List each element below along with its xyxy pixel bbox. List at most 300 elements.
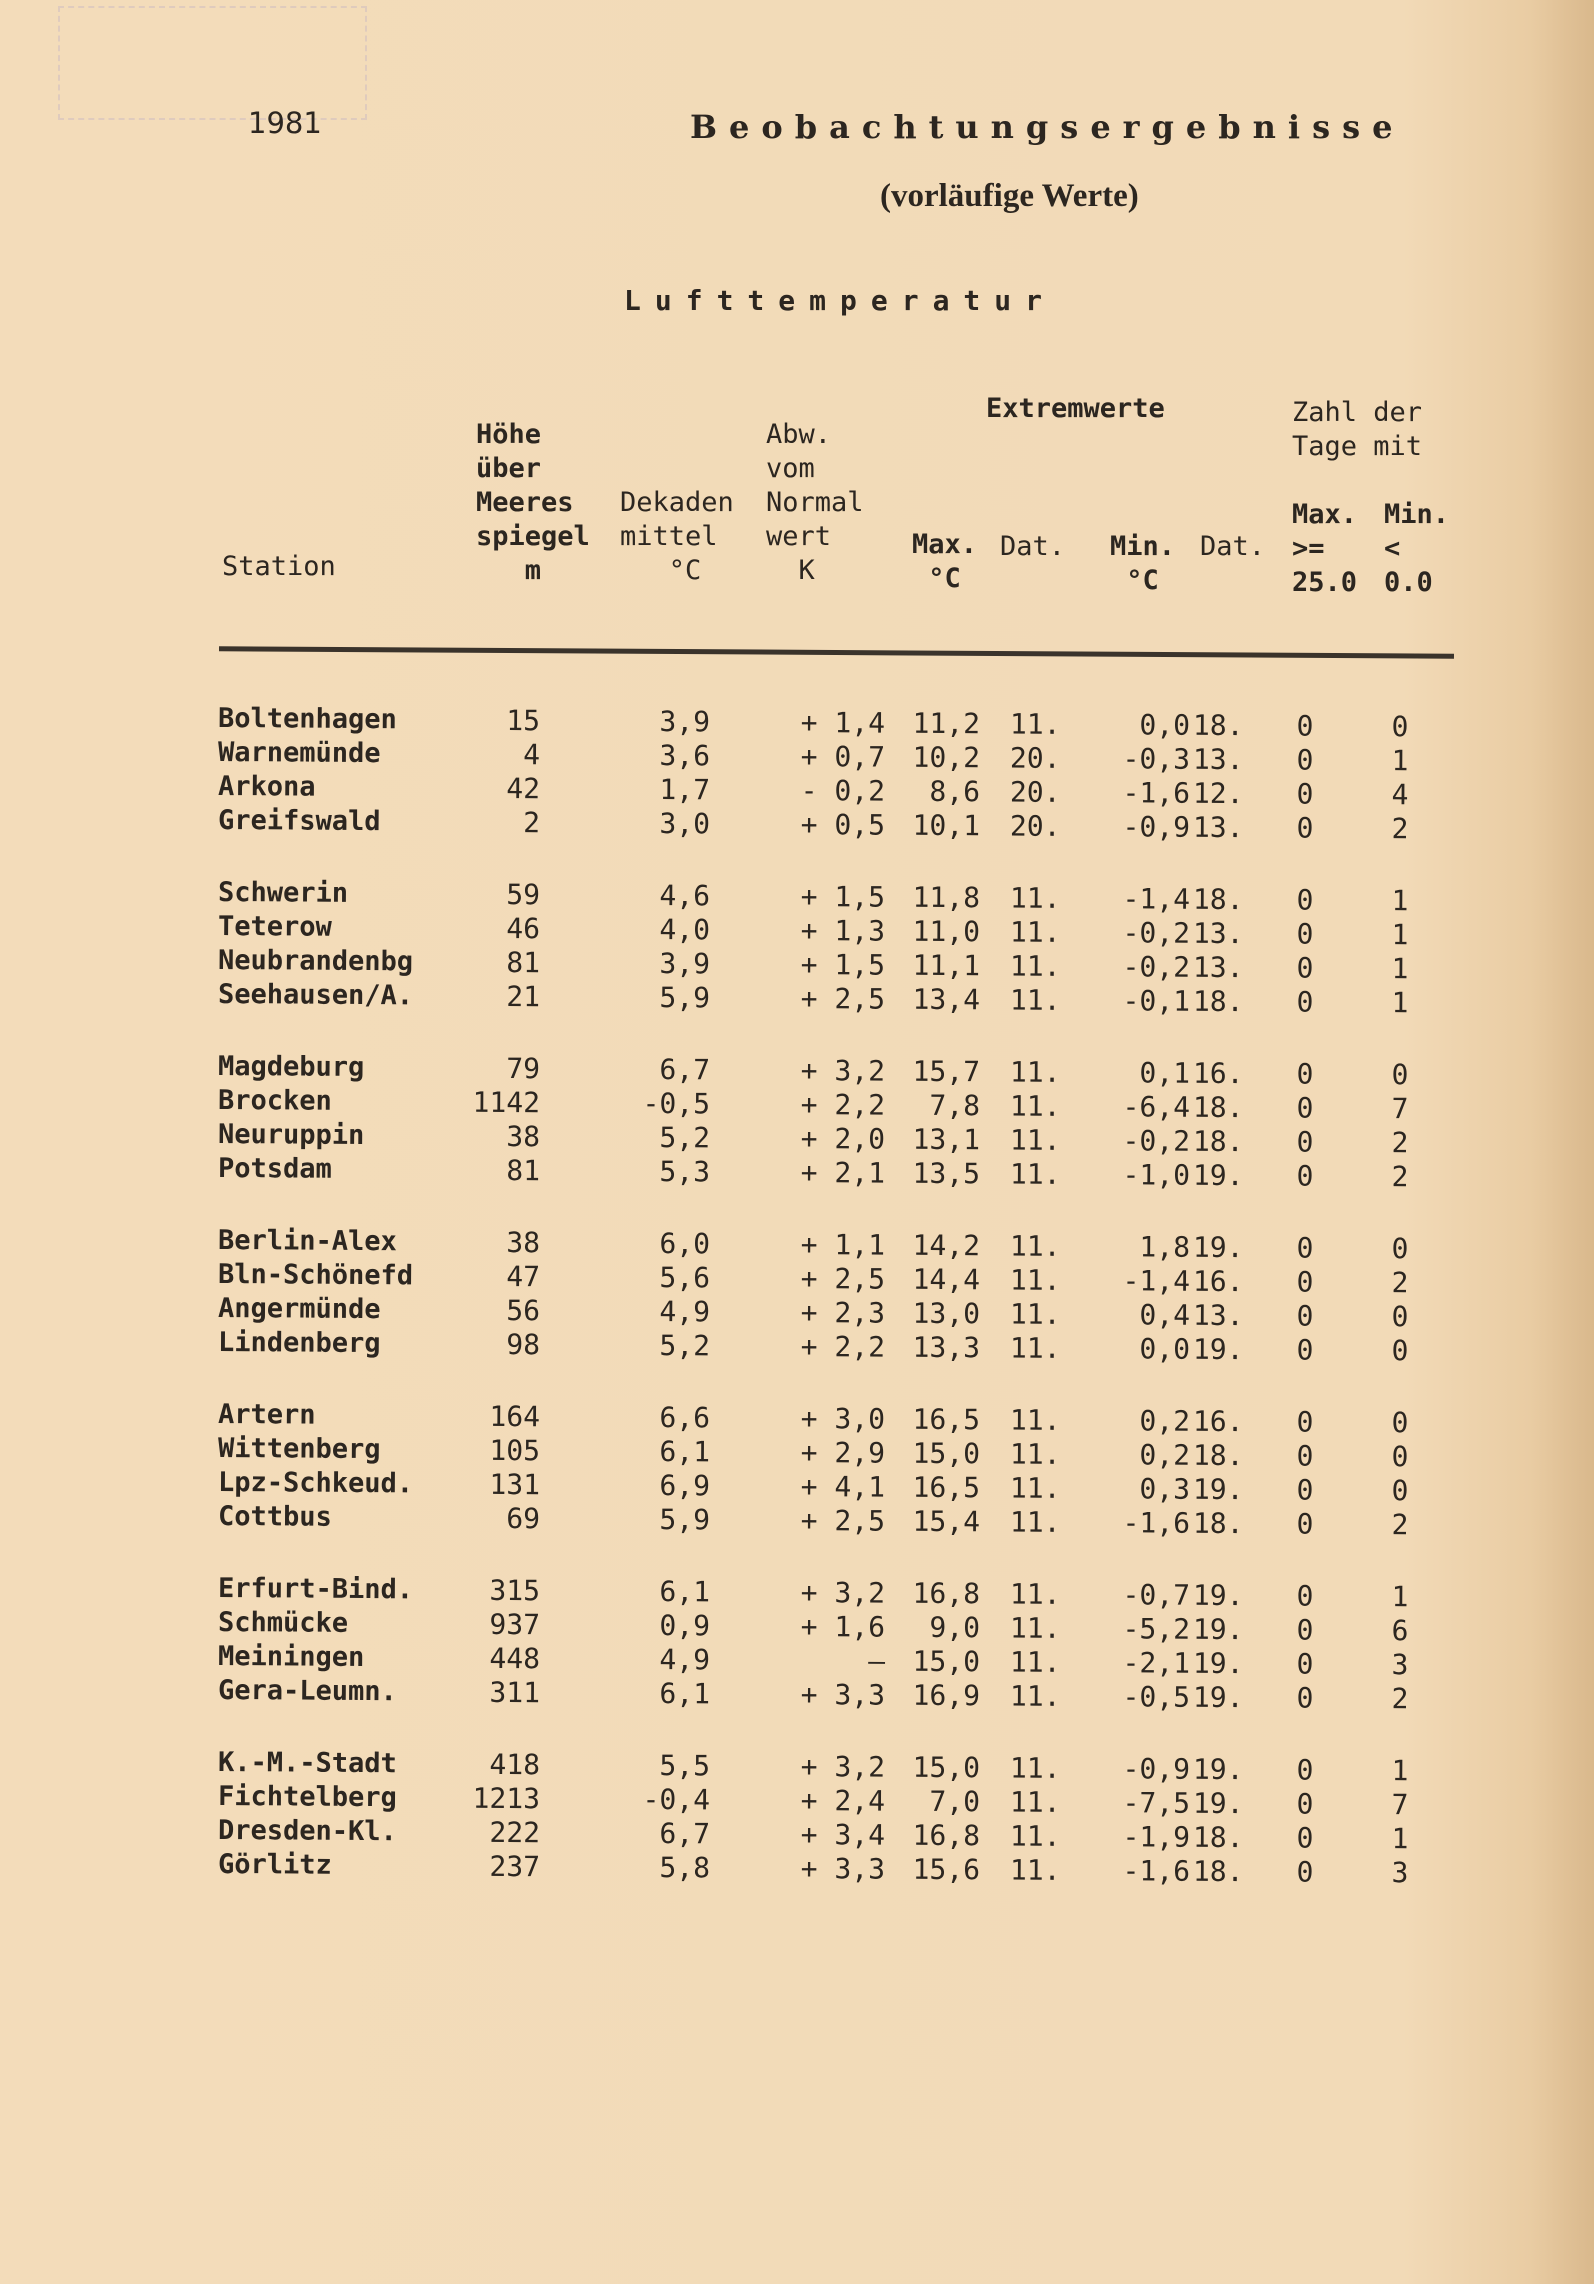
days-max-count: 0	[1296, 1405, 1314, 1439]
max-date: 11.	[1009, 881, 1061, 915]
days-max-count: 0	[1296, 1507, 1314, 1541]
max-temp: 13,4	[912, 982, 981, 1017]
decade-mean: -0,4	[642, 1782, 711, 1817]
max-temp: 16,8	[912, 1818, 981, 1853]
max-date: 11.	[1009, 983, 1061, 1017]
decade-mean: 5,8	[659, 1851, 711, 1885]
station-name: Schmücke	[217, 1606, 349, 1639]
days-max-count: 0	[1296, 1091, 1314, 1125]
min-temp: -1,9	[1122, 1820, 1191, 1854]
max-date: 11.	[1009, 1853, 1061, 1887]
max-date: 11.	[1009, 1751, 1061, 1785]
min-temp: -0,5	[1122, 1680, 1191, 1714]
days-max-count: 0	[1296, 743, 1314, 777]
max-temp: 11,8	[912, 880, 981, 915]
max-temp: 15,0	[912, 1436, 981, 1471]
header-rule	[219, 646, 1454, 659]
min-temp: 0,3	[1139, 1472, 1191, 1506]
height-value: 222	[489, 1815, 541, 1850]
days-max-count: 0	[1296, 1647, 1314, 1681]
min-temp: -1,6	[1122, 1506, 1191, 1540]
station-name: Görlitz	[217, 1848, 332, 1881]
max-date: 11.	[1009, 1331, 1061, 1365]
max-date: 11.	[1009, 1679, 1061, 1713]
max-date: 11.	[1009, 1645, 1061, 1679]
days-max-count: 0	[1296, 1159, 1314, 1193]
decade-mean: 4,9	[659, 1643, 711, 1677]
max-temp: 8,6	[929, 774, 981, 809]
days-max-count: 0	[1296, 1231, 1314, 1265]
days-max-count: 0	[1296, 1821, 1314, 1855]
min-date: 19.	[1192, 1612, 1244, 1647]
max-temp: 16,5	[912, 1470, 981, 1505]
max-temp: 13,1	[912, 1122, 981, 1157]
max-date: 11.	[1009, 1505, 1061, 1539]
min-date: 13.	[1192, 950, 1244, 985]
deviation-value: + 2,5	[800, 982, 886, 1016]
days-max-count: 0	[1296, 1473, 1314, 1507]
station-group	[0, 702, 1594, 880]
station-group	[0, 1572, 1594, 1750]
min-temp: 0,0	[1139, 708, 1191, 742]
decade-mean: 5,5	[659, 1749, 711, 1783]
section-title: Lufttemperatur	[624, 284, 1057, 317]
max-temp: 13,0	[912, 1296, 981, 1331]
max-date: 11.	[1009, 949, 1061, 983]
min-date: 16.	[1192, 1264, 1244, 1299]
max-date: 11.	[1009, 1229, 1061, 1263]
min-temp: 0,2	[1139, 1404, 1191, 1438]
max-date: 11.	[1009, 915, 1061, 949]
decade-mean: 3,6	[659, 739, 711, 773]
min-temp: -1,4	[1122, 882, 1191, 916]
max-temp: 11,0	[912, 914, 981, 949]
min-temp: -7,5	[1122, 1786, 1191, 1820]
station-name: Schwerin	[217, 876, 349, 909]
header-dat-min: Dat.	[1200, 531, 1266, 562]
station-group	[0, 1398, 1594, 1576]
deviation-value: + 2,5	[800, 1504, 886, 1538]
max-temp: 14,4	[912, 1262, 981, 1297]
min-date: 18.	[1192, 1506, 1244, 1541]
min-date: 18.	[1192, 1124, 1244, 1159]
height-value: 131	[489, 1467, 541, 1502]
station-name: Angermünde	[217, 1292, 381, 1326]
deviation-value: + 2,3	[800, 1296, 886, 1330]
deviation-value: + 1,6	[800, 1610, 886, 1644]
deviation-value: + 2,0	[800, 1122, 886, 1156]
days-max-count: 0	[1296, 951, 1314, 985]
decade-mean: 6,7	[659, 1817, 711, 1851]
min-date: 18.	[1192, 1438, 1244, 1473]
deviation-value: + 2,9	[800, 1436, 886, 1470]
station-name: K.-M.-Stadt	[217, 1746, 397, 1780]
height-value: 79	[506, 1051, 541, 1086]
decade-mean: 5,2	[659, 1121, 711, 1155]
deviation-value: + 2,1	[800, 1156, 886, 1190]
height-value: 15	[506, 703, 541, 738]
header-station: Station	[222, 551, 336, 582]
min-temp: -0,9	[1122, 810, 1191, 844]
decade-mean: 5,9	[659, 1503, 711, 1537]
station-name: Lpz-Schkeud.	[217, 1466, 414, 1500]
station-name: Boltenhagen	[217, 702, 397, 736]
decade-mean: 6,1	[659, 1435, 711, 1469]
max-date: 11.	[1009, 1055, 1061, 1089]
max-date: 11.	[1009, 1403, 1061, 1437]
days-min-count: 1	[1391, 1580, 1409, 1614]
days-min-count: 0	[1391, 1440, 1409, 1474]
max-date: 11.	[1009, 1437, 1061, 1471]
decade-mean: 6,6	[659, 1401, 711, 1435]
decade-mean: 1,7	[659, 773, 711, 807]
height-value: 81	[506, 945, 541, 980]
min-temp: -1,6	[1122, 1854, 1191, 1888]
days-min-count: 0	[1391, 1406, 1409, 1440]
days-max-count: 0	[1296, 1579, 1314, 1613]
station-name: Wittenberg	[217, 1432, 381, 1466]
days-max-count: 0	[1296, 1439, 1314, 1473]
min-temp: -0,2	[1122, 950, 1191, 984]
min-temp: -6,4	[1122, 1090, 1191, 1124]
station-name: Berlin-Alex	[217, 1224, 397, 1258]
deviation-value: + 2,4	[800, 1784, 886, 1818]
min-date: 19.	[1192, 1786, 1244, 1821]
station-name: Magdeburg	[217, 1050, 365, 1083]
station-group	[0, 876, 1594, 1054]
days-min-count: 7	[1391, 1788, 1409, 1822]
min-date: 13.	[1192, 742, 1244, 777]
header-zahl-der-tage: Zahl der Tage mit	[1292, 397, 1423, 462]
station-name: Fichtelberg	[217, 1780, 397, 1814]
days-max-count: 0	[1296, 1125, 1314, 1159]
height-value: 38	[506, 1225, 541, 1260]
days-min-count: 3	[1391, 1856, 1409, 1890]
deviation-value: + 2,2	[800, 1330, 886, 1364]
days-min-count: 1	[1391, 1754, 1409, 1788]
station-name: Neubrandenbg	[217, 944, 414, 978]
min-date: 19.	[1192, 1578, 1244, 1613]
header-abw: Abw. vom Normal wert K	[766, 419, 864, 586]
min-temp: 0,1	[1139, 1056, 1191, 1090]
days-min-count: 0	[1391, 710, 1409, 744]
days-max-count: 0	[1296, 1787, 1314, 1821]
min-temp: -2,1	[1122, 1646, 1191, 1680]
height-value: 47	[506, 1259, 541, 1294]
height-value: 21	[506, 979, 541, 1014]
min-temp: -0,9	[1122, 1752, 1191, 1786]
station-name: Greifswald	[217, 804, 381, 838]
min-temp: -1,6	[1122, 776, 1191, 810]
min-temp: -1,4	[1122, 1264, 1191, 1298]
days-min-count: 2	[1391, 812, 1409, 846]
height-value: 315	[489, 1573, 541, 1608]
max-date: 11.	[1009, 1157, 1061, 1191]
days-min-count: 2	[1391, 1508, 1409, 1542]
page-subtitle: (vorläufige Werte)	[880, 178, 1139, 214]
days-max-count: 0	[1296, 1265, 1314, 1299]
decade-mean: 4,9	[659, 1295, 711, 1329]
days-min-count: 0	[1391, 1058, 1409, 1092]
days-max-count: 0	[1296, 1855, 1314, 1889]
page-title: Beobachtungsergebnisse	[690, 108, 1405, 146]
deviation-value: + 3,3	[800, 1678, 886, 1712]
height-value: 98	[506, 1327, 541, 1362]
decade-mean: 5,3	[659, 1155, 711, 1189]
station-group	[0, 1050, 1594, 1228]
header-hoehe: Höhe über Meeres spiegel m	[476, 419, 590, 586]
station-name: Brocken	[217, 1084, 332, 1117]
height-value: 59	[506, 877, 541, 912]
days-min-count: 0	[1391, 1334, 1409, 1368]
days-max-count: 0	[1296, 1681, 1314, 1715]
deviation-value: —	[868, 1644, 886, 1678]
days-min-count: 4	[1391, 778, 1409, 812]
min-temp: -0,7	[1122, 1578, 1191, 1612]
max-temp: 7,8	[929, 1088, 981, 1123]
height-value: 4	[523, 738, 541, 772]
max-temp: 10,2	[912, 740, 981, 775]
decade-mean: 3,0	[659, 807, 711, 841]
min-date: 18.	[1192, 984, 1244, 1019]
max-date: 20.	[1009, 741, 1061, 775]
max-temp: 11,2	[912, 706, 981, 741]
deviation-value: + 3,2	[800, 1750, 886, 1784]
days-min-count: 6	[1391, 1614, 1409, 1648]
max-date: 11.	[1009, 1611, 1061, 1645]
height-value: 937	[489, 1607, 541, 1642]
max-date: 20.	[1009, 809, 1061, 843]
max-date: 11.	[1009, 1123, 1061, 1157]
min-date: 19.	[1192, 1646, 1244, 1681]
days-max-count: 0	[1296, 1753, 1314, 1787]
min-date: 18.	[1192, 1854, 1244, 1889]
days-min-count: 7	[1391, 1092, 1409, 1126]
days-min-count: 2	[1391, 1682, 1409, 1716]
height-value: 56	[506, 1293, 541, 1328]
header-zahl-max: Max. >= 25.0	[1292, 499, 1358, 598]
min-temp: -0,1	[1122, 984, 1191, 1018]
deviation-value: + 3,2	[800, 1054, 886, 1088]
station-name: Neuruppin	[217, 1118, 365, 1151]
decade-mean: -0,5	[642, 1086, 711, 1121]
station-name: Gera-Leumn.	[217, 1674, 397, 1708]
header-max: Max. °C	[912, 529, 978, 594]
height-value: 237	[489, 1849, 541, 1884]
max-date: 11.	[1009, 1471, 1061, 1505]
min-temp: 0,4	[1139, 1298, 1191, 1332]
min-date: 19.	[1192, 1158, 1244, 1193]
station-name: Bln-Schönefd	[217, 1258, 414, 1292]
days-min-count: 0	[1391, 1474, 1409, 1508]
station-name: Lindenberg	[217, 1326, 381, 1360]
max-date: 11.	[1009, 707, 1061, 741]
station-name: Cottbus	[217, 1500, 332, 1533]
deviation-value: + 3,4	[800, 1818, 886, 1852]
min-date: 13.	[1192, 810, 1244, 845]
max-date: 11.	[1009, 1819, 1061, 1853]
height-value: 81	[506, 1153, 541, 1188]
header-extremwerte: Extremwerte	[986, 393, 1165, 424]
days-min-count: 1	[1391, 884, 1409, 918]
max-temp: 11,1	[912, 948, 981, 983]
decade-mean: 6,9	[659, 1469, 711, 1503]
max-temp: 15,4	[912, 1504, 981, 1539]
days-min-count: 1	[1391, 918, 1409, 952]
days-min-count: 1	[1391, 986, 1409, 1020]
max-date: 11.	[1009, 1263, 1061, 1297]
height-value: 46	[506, 911, 541, 946]
station-name: Warnemünde	[217, 736, 381, 770]
max-temp: 14,2	[912, 1228, 981, 1263]
min-date: 18.	[1192, 882, 1244, 917]
deviation-value: + 0,5	[800, 808, 886, 842]
station-name: Erfurt-Bind.	[217, 1572, 414, 1606]
min-date: 13.	[1192, 1298, 1244, 1333]
days-max-count: 0	[1296, 883, 1314, 917]
year: 1981	[248, 106, 322, 140]
height-value: 69	[506, 1501, 541, 1536]
max-date: 11.	[1009, 1089, 1061, 1123]
station-name: Dresden-Kl.	[217, 1814, 397, 1848]
min-temp: 0,0	[1139, 1332, 1191, 1366]
station-name: Teterow	[217, 910, 332, 943]
days-max-count: 0	[1296, 917, 1314, 951]
deviation-value: + 0,7	[800, 740, 886, 774]
header-min: Min. °C	[1110, 531, 1176, 596]
min-date: 18.	[1192, 708, 1244, 743]
height-value: 1142	[472, 1085, 541, 1120]
decade-mean: 6,7	[659, 1053, 711, 1087]
deviation-value: + 3,0	[800, 1402, 886, 1436]
max-temp: 13,5	[912, 1156, 981, 1191]
max-temp: 9,0	[929, 1610, 981, 1645]
decade-mean: 4,6	[659, 879, 711, 913]
faded-stamp	[58, 6, 367, 120]
min-date: 18.	[1192, 1090, 1244, 1125]
max-date: 20.	[1009, 775, 1061, 809]
min-temp: 0,2	[1139, 1438, 1191, 1472]
min-date: 19.	[1192, 1472, 1244, 1507]
min-date: 18.	[1192, 1820, 1244, 1855]
deviation-value: + 1,3	[800, 914, 886, 948]
decade-mean: 3,9	[659, 947, 711, 981]
deviation-value: + 3,2	[800, 1576, 886, 1610]
days-min-count: 2	[1391, 1126, 1409, 1160]
station-name: Seehausen/A.	[217, 978, 414, 1012]
min-date: 13.	[1192, 916, 1244, 951]
days-max-count: 0	[1296, 1299, 1314, 1333]
max-date: 11.	[1009, 1785, 1061, 1819]
temperature-table	[0, 702, 1594, 1924]
height-value: 418	[489, 1747, 541, 1782]
station-name: Meiningen	[217, 1640, 365, 1673]
deviation-value: + 2,5	[800, 1262, 886, 1296]
min-temp: 1,8	[1139, 1230, 1191, 1264]
days-max-count: 0	[1296, 985, 1314, 1019]
days-min-count: 0	[1391, 1232, 1409, 1266]
max-temp: 15,7	[912, 1054, 981, 1089]
height-value: 105	[489, 1433, 541, 1468]
decade-mean: 6,1	[659, 1575, 711, 1609]
deviation-value: + 1,1	[800, 1228, 886, 1262]
days-min-count: 1	[1391, 744, 1409, 778]
max-temp: 15,0	[912, 1750, 981, 1785]
days-max-count: 0	[1296, 777, 1314, 811]
max-temp: 16,8	[912, 1576, 981, 1611]
days-min-count: 2	[1391, 1266, 1409, 1300]
deviation-value: + 2,2	[800, 1088, 886, 1122]
min-temp: -0,2	[1122, 1124, 1191, 1158]
days-min-count: 3	[1391, 1648, 1409, 1682]
max-temp: 7,0	[929, 1784, 981, 1819]
min-temp: -1,0	[1122, 1158, 1191, 1192]
deviation-value: + 1,4	[800, 706, 886, 740]
days-min-count: 1	[1391, 952, 1409, 986]
deviation-value: + 3,3	[800, 1852, 886, 1886]
days-max-count: 0	[1296, 1333, 1314, 1367]
min-date: 19.	[1192, 1230, 1244, 1265]
deviation-value: + 1,5	[800, 948, 886, 982]
decade-mean: 6,0	[659, 1227, 711, 1261]
height-value: 1213	[472, 1781, 541, 1816]
decade-mean: 0,9	[659, 1609, 711, 1643]
days-min-count: 0	[1391, 1300, 1409, 1334]
station-name: Potsdam	[217, 1152, 332, 1185]
max-temp: 13,3	[912, 1330, 981, 1365]
min-temp: -5,2	[1122, 1612, 1191, 1646]
header-dat-max: Dat.	[1000, 531, 1066, 562]
height-value: 448	[489, 1641, 541, 1676]
min-date: 19.	[1192, 1752, 1244, 1787]
deviation-value: + 1,5	[800, 880, 886, 914]
station-group	[0, 1224, 1594, 1402]
decade-mean: 5,2	[659, 1329, 711, 1363]
station-name: Artern	[217, 1398, 316, 1431]
max-temp: 16,9	[912, 1678, 981, 1713]
station-group	[0, 1746, 1594, 1924]
min-date: 12.	[1192, 776, 1244, 811]
days-min-count: 2	[1391, 1160, 1409, 1194]
max-temp: 15,0	[912, 1644, 981, 1679]
max-date: 11.	[1009, 1297, 1061, 1331]
height-value: 42	[506, 771, 541, 806]
min-temp: -0,3	[1122, 742, 1191, 776]
days-max-count: 0	[1296, 811, 1314, 845]
min-temp: -0,2	[1122, 916, 1191, 950]
days-max-count: 0	[1296, 709, 1314, 743]
decade-mean: 5,6	[659, 1261, 711, 1295]
max-temp: 16,5	[912, 1402, 981, 1437]
min-date: 16.	[1192, 1404, 1244, 1439]
deviation-value: + 4,1	[800, 1470, 886, 1504]
max-date: 11.	[1009, 1577, 1061, 1611]
max-temp: 15,6	[912, 1852, 981, 1887]
decade-mean: 4,0	[659, 913, 711, 947]
decade-mean: 5,9	[659, 981, 711, 1015]
header-zahl-min: Min. < 0.0	[1384, 499, 1450, 598]
deviation-value: - 0,2	[800, 774, 886, 808]
min-date: 16.	[1192, 1056, 1244, 1091]
min-date: 19.	[1192, 1680, 1244, 1715]
days-max-count: 0	[1296, 1613, 1314, 1647]
max-temp: 10,1	[912, 808, 981, 843]
min-date: 19.	[1192, 1332, 1244, 1367]
height-value: 164	[489, 1399, 541, 1434]
days-max-count: 0	[1296, 1057, 1314, 1091]
days-min-count: 1	[1391, 1822, 1409, 1856]
height-value: 311	[489, 1675, 541, 1710]
